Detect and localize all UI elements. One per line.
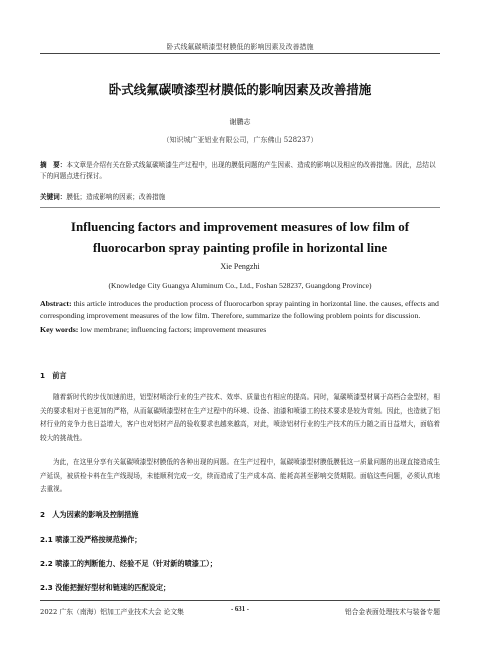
abstract-en-text: this article introduces the production process of fluorocarbon spray painting in horizontal line. the causes, effects and corresponding improvement measures of the low film. Therefore, summarize the following problem points for discussion. bbox=[40, 299, 439, 320]
abstract-cn-label: 摘 要： bbox=[40, 161, 67, 169]
intro-paragraph-2: 为此，在这里分享有关氟碳喷漆型材膜低的各种出现的问题。在生产过程中，氟碳喷漆型材膜低膜低这一质量问题的出现直接造成生产延误，被质检卡料在生产线现场，未能顺利完成一交，续而造成了生产成本高、能耗高甚至影响交货期限。面临这些问题，必须认真地去重视。 bbox=[40, 458, 440, 494]
affiliation-cn: （知识城广亚铝业有限公司，广东佛山 528237） bbox=[162, 136, 318, 144]
keywords-en-text: low membrane; influencing factors; improvement measures bbox=[78, 325, 267, 334]
abstract-divider bbox=[40, 207, 440, 208]
paper-title-en: Influencing factors and improvement measures of low film of fluorocarbon spray painting profile in horizontal line bbox=[70, 219, 410, 255]
affiliation-en: (Knowledge City Guangya Aluminum Co., Ltd., Foshan 528237, Guangdong Province) bbox=[108, 281, 372, 290]
keywords-cn-label: 关键词： bbox=[40, 193, 67, 201]
abstract-en bbox=[40, 298, 440, 322]
footer-topic: 铝合金表面处理技术与装备专题 bbox=[344, 608, 440, 616]
paper-title-cn: 卧式线氟碳喷漆型材膜低的影响因素及改善措施 bbox=[108, 82, 372, 97]
keywords-cn bbox=[40, 192, 440, 203]
footer-rule bbox=[40, 600, 440, 601]
intro-paragraph-1: 随着新时代的步伐加速前进，铝型材喷涂行业的生产技术、效率、质量也有相应的提高。同时，氟碳喷漆型材属于高档合金型材，相关的要求相对于也更加的严格，从而氟碳喷漆型材在生产过程中的环境、设备、油漆和喷漆工的技术要求是较为苛刻。因此，也造就了铝材行业的竞争力也日益增大，客户也对铝材产品的验收要求也越来越高，对此，喷涂铝材行业的生产技术的压力随之而日益增大，面临着较大的挑战性。 bbox=[40, 393, 440, 442]
section-heading-human-factors: 2 人为因素的影响及控制措施 bbox=[40, 510, 139, 519]
keywords-en bbox=[40, 324, 440, 336]
keywords-cn-text: 膜低；造成影响的因素；改善措施 bbox=[66, 193, 166, 201]
running-head: 卧式线氟碳喷漆型材膜低的影响因素及改善措施 bbox=[166, 43, 314, 51]
subsection-heading-2-1: 2.1 喷漆工没严格按规范操作； bbox=[40, 535, 142, 544]
footer-proceedings: 2022 广东（南海）铝加工产业技术大会 论文集 bbox=[40, 608, 184, 616]
abstract-en-label: Abstract: bbox=[40, 299, 72, 308]
section-heading-intro: 1 前言 bbox=[40, 371, 67, 380]
author-en: Xie Pengzhi bbox=[220, 262, 260, 271]
abstract-cn-text: 本文章是介绍有关在卧式线氟碳喷漆生产过程中，出现的膜低问题的产生因素、造成的影响以及相应的改善措施。因此，总结以下的问题点进行探讨。 bbox=[40, 161, 436, 180]
page-number: - 631 - bbox=[230, 606, 250, 613]
subsection-heading-2-3: 2.3 没能把握好型材和链速的匹配设定； bbox=[40, 583, 171, 592]
keywords-en-label: Key words: bbox=[40, 325, 79, 334]
author-cn: 谢鹏志 bbox=[229, 118, 251, 126]
abstract-cn bbox=[40, 160, 440, 181]
header-rule bbox=[40, 53, 440, 54]
subsection-heading-2-2: 2.2 喷漆工的判断能力、经验不足（针对新的喷漆工）； bbox=[40, 559, 217, 568]
